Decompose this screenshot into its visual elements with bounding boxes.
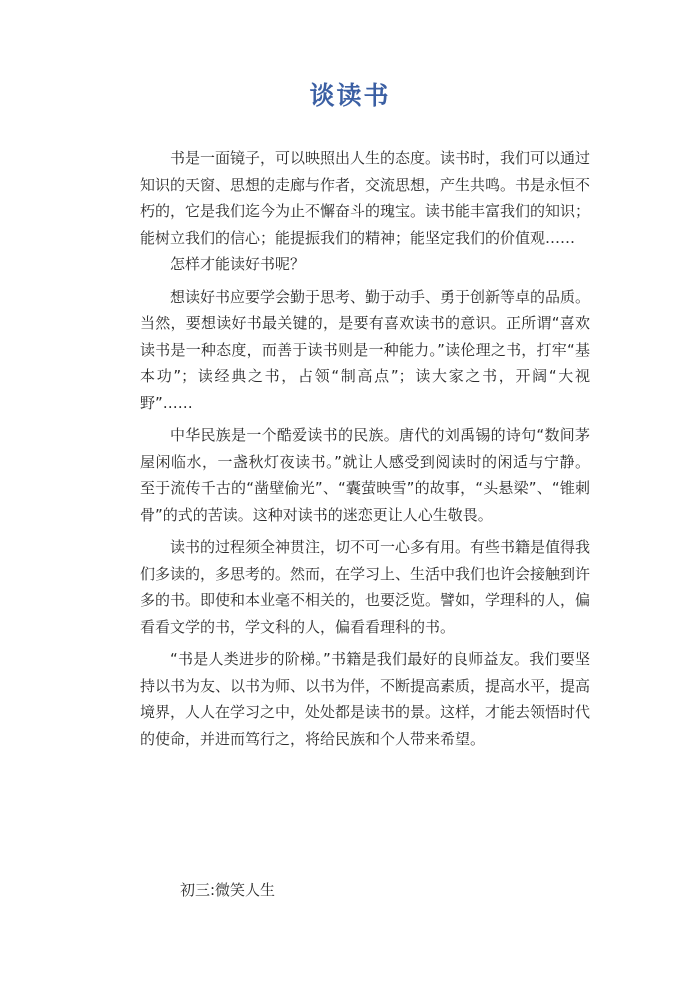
paragraph-6: “书是人类进步的阶梯。”书籍是我们最好的良师益友。我们要坚持以书为友、以书为师、以书为伴，不断提高素质，提高水平，提高境界，人人在学习之中，处处都是读书的景。这样，才能去领悟时代的使命，并进而笃行之，将给民族和个人带来希望。 xyxy=(140,650,591,748)
document-title: 谈读书 xyxy=(309,81,391,110)
author-signature: 初三:微笑人生 xyxy=(180,881,276,899)
paragraph-5: 读书的过程须全神贯注，切不可一心多有用。有些书籍是值得我们多读的，多思考的。然而，在学习上、生活中我们也许会接触到许多的书。即使和本业毫不相关的，也要泛览。譬如，学理科的人，偏看看文学的书，学文科的人，偏看看理科的书。 xyxy=(140,538,591,636)
paragraph-1: 书是一面镜子，可以映照出人生的态度。读书时，我们可以通过知识的天窗、思想的走廊与作者，交流思想，产生共鸣。书是永恒不朽的，它是我们迄今为止不懈奋斗的瑰宝。读书能丰富我们的知识；能树立我们的信心；能提振我们的精神；能坚定我们的价值观…… xyxy=(140,149,591,247)
paragraph-2: 怎样才能读好书呢？ xyxy=(170,255,306,273)
document-body xyxy=(140,145,590,752)
paragraph-3: 想读好书应要学会勤于思考、勤于动手、勇于创新等卓的品质。当然，要想读好书最关键的，是要有喜欢读书的意识。正所谓“喜欢读书是一种态度，而善于读书则是一种能力。”读伦理之书，打牢“基本功”；读经典之书，占领“制高点”；读大家之书，开阔“大视野”…… xyxy=(140,287,591,412)
paragraph-4: 中华民族是一个酷爱读书的民族。唐代的刘禹锡的诗句“数间茅屋闲临水，一盏秋灯夜读书。”就让人感受到阅读时的闲适与宁静。至于流传千古的“凿壁偷光”、“囊萤映雪”的故事，“头悬梁”、“锥刺骨”的式的苦读。这种对读书的迷恋更让人心生敬畏。 xyxy=(140,426,590,524)
